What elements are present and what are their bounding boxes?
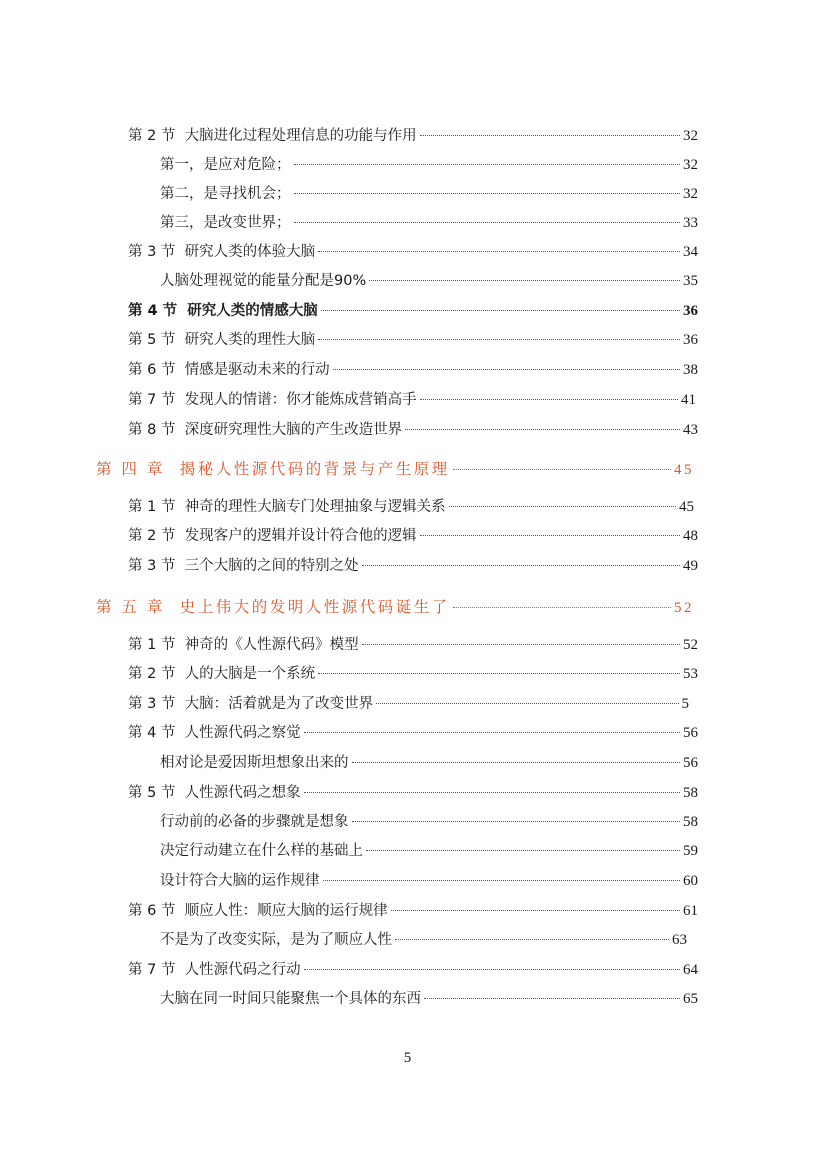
dot-leader [352, 762, 681, 763]
toc-entry-page: 48 [683, 528, 698, 544]
toc-item-row [160, 184, 698, 204]
toc-entry-title: 第 6 节 情感是驱动未来的行动 [128, 362, 330, 378]
toc-entry-title: 第 8 节 深度研究理性大脑的产生改造世界 [128, 422, 403, 438]
toc-chapter-row [96, 459, 694, 480]
toc-entry-page: 63 [672, 932, 687, 948]
dot-leader [318, 339, 680, 340]
toc-chapter-row [96, 597, 694, 618]
toc-entry-title: 第 2 节 人的大脑是一个系统 [128, 666, 316, 682]
dot-leader [453, 607, 671, 608]
dot-leader [453, 469, 671, 470]
dot-leader [304, 792, 680, 793]
toc-entry-title: 设计符合大脑的运作规律 [160, 873, 320, 889]
toc-item-row [160, 989, 698, 1009]
dot-leader [304, 969, 680, 970]
dot-leader [362, 644, 680, 645]
toc-item-row [160, 155, 698, 175]
toc-entry-page: 52 [683, 637, 698, 653]
toc-entry-title: 第 5 节 研究人类的理性大脑 [128, 332, 316, 348]
toc-entry-page: 33 [683, 215, 698, 231]
toc-entry-page: 43 [683, 422, 698, 438]
toc-item-row [160, 841, 698, 861]
toc-section-row [128, 390, 696, 410]
dot-leader [376, 703, 678, 704]
toc-entry-title: 第 7 节 人性源代码之行动 [128, 962, 301, 978]
toc-entry-page: 58 [683, 785, 698, 801]
dot-leader [366, 850, 680, 851]
toc-entry-page: 49 [683, 558, 698, 574]
dot-leader [318, 251, 680, 252]
dot-leader [405, 429, 680, 430]
toc-entry-title: 大脑在同一时间只能聚焦一个具体的东西 [160, 991, 421, 1007]
dot-leader [424, 998, 680, 999]
toc-section-row [128, 960, 698, 980]
dot-leader [362, 565, 680, 566]
toc-entry-page: 36 [683, 332, 698, 348]
toc-entry-title: 第 4 节 人性源代码之察觉 [128, 725, 301, 741]
toc-entry-page: 5 [681, 696, 689, 712]
toc-entry-page: 61 [683, 903, 698, 919]
toc-section-row [128, 901, 698, 921]
dot-leader [294, 222, 681, 223]
dot-leader [304, 732, 680, 733]
toc-item-row [160, 930, 687, 950]
toc-entry-title: 第 3 节 大脑：活着就是为了改变世界 [128, 696, 374, 712]
toc-entry-page: 52 [674, 600, 694, 616]
toc-entry-page: 65 [683, 991, 698, 1007]
toc-section-row [128, 242, 698, 262]
toc-entry-page: 56 [683, 755, 698, 771]
toc-entry-page: 32 [683, 186, 698, 202]
page-number: 5 [403, 1050, 412, 1066]
toc-item-row [160, 753, 698, 773]
toc-section-row [128, 330, 698, 350]
toc-entry-title: 第一，是应对危险； [160, 157, 291, 173]
dot-leader [420, 135, 680, 136]
toc-entry-title: 第二，是寻找机会； [160, 186, 291, 202]
dot-leader [294, 164, 681, 165]
toc-entry-page: 34 [683, 244, 698, 260]
toc-section-row [128, 783, 698, 803]
dot-leader [352, 821, 681, 822]
toc-entry-page: 32 [683, 157, 698, 173]
toc-entry-title: 第 3 节 研究人类的体验大脑 [128, 244, 316, 260]
toc-entry-title: 第 2 节 大脑进化过程处理信息的功能与作用 [128, 128, 417, 144]
toc-entry-page: 64 [683, 962, 698, 978]
dot-leader [321, 310, 680, 311]
dot-leader [323, 880, 681, 881]
toc-entry-title: 决定行动建立在什么样的基础上 [160, 843, 363, 859]
toc-entry-title: 第 5 节 人性源代码之想象 [128, 785, 301, 801]
toc-entry-title: 第 7 节 发现人的情谱：你才能炼成营销高手 [128, 392, 417, 408]
toc-entry-title: 行动前的必备的步骤就是想象 [160, 814, 349, 830]
toc-entry-page: 38 [683, 362, 698, 378]
toc-entry-title: 人脑处理视觉的能量分配是90% [160, 273, 367, 289]
toc-entry-title: 第三，是改变世界； [160, 215, 291, 231]
toc-entry-page: 53 [683, 666, 698, 682]
toc-section-row [128, 635, 698, 655]
toc-item-row [160, 812, 698, 832]
toc-section-row [128, 497, 694, 517]
toc-entry-page: 58 [683, 814, 698, 830]
toc-item-row [160, 271, 698, 291]
toc-entry-page: 59 [683, 843, 698, 859]
toc-section-row [128, 664, 698, 684]
toc-entry-page: 35 [683, 273, 698, 289]
dot-leader [449, 506, 676, 507]
dot-leader [318, 673, 680, 674]
toc-entry-page: 45 [679, 499, 694, 515]
toc-entry-title: 第 6 节 顺应人性：顺应大脑的运行规律 [128, 903, 388, 919]
toc-entry-page: 32 [683, 128, 698, 144]
toc-section-row [128, 126, 698, 146]
dot-leader [333, 369, 680, 370]
toc-entry-title: 相对论是爱因斯坦想象出来的 [160, 755, 349, 771]
dot-leader [420, 535, 680, 536]
toc-section-row [128, 526, 698, 546]
dot-leader [294, 193, 681, 194]
toc-entry-page: 36 [683, 303, 698, 319]
toc-entry-title: 第 2 节 发现客户的逻辑并设计符合他的逻辑 [128, 528, 417, 544]
dot-leader [420, 399, 678, 400]
toc-entry-page: 41 [681, 392, 696, 408]
toc-item-row [160, 213, 698, 233]
toc-entry-title: 第 1 节 神奇的《人性源代码》模型 [128, 637, 359, 653]
toc-section-row [128, 301, 698, 321]
toc-item-row [160, 871, 698, 891]
dot-leader [369, 280, 680, 281]
toc-entry-title: 第 四 章 揭秘人性源代码的背景与产生原理 [96, 460, 450, 478]
toc-section-row [128, 723, 698, 743]
toc-section-row [128, 556, 698, 576]
toc-entry-page: 45 [674, 462, 694, 478]
toc-entry-title: 第 4 节 研究人类的情感大脑 [128, 303, 318, 319]
toc-section-row [128, 420, 698, 440]
toc-entry-title: 不是为了改变实际，是为了顺应人性 [160, 932, 392, 948]
toc-entry-title: 第 1 节 神奇的理性大脑专门处理抽象与逻辑关系 [128, 499, 446, 515]
toc-entry-title: 第 五 章 史上伟大的发明人性源代码诞生了 [96, 598, 450, 616]
dot-leader [395, 939, 669, 940]
toc-entry-title: 第 3 节 三个大脑的之间的特别之处 [128, 558, 359, 574]
toc-section-row [128, 360, 698, 380]
toc-entry-page: 56 [683, 725, 698, 741]
toc-entry-page: 60 [683, 873, 698, 889]
dot-leader [391, 910, 680, 911]
toc-section-row [128, 694, 689, 714]
